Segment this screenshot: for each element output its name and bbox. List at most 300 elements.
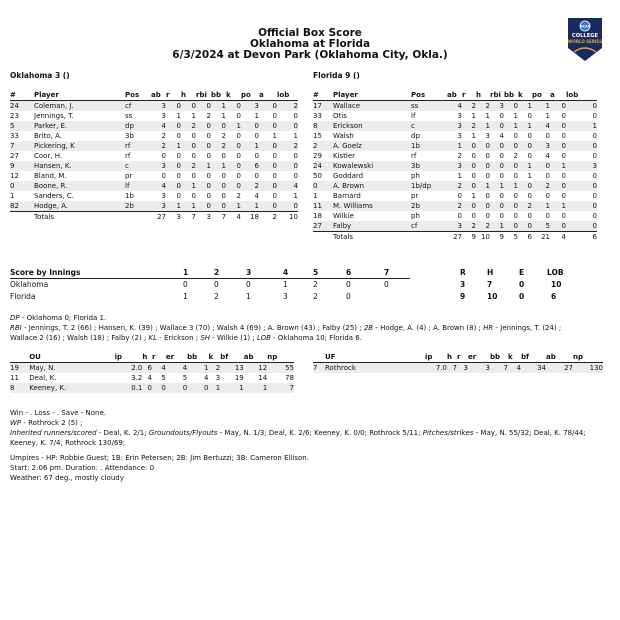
stat-cell: 7	[490, 363, 508, 374]
stat-cell: May, N.	[29, 363, 114, 374]
column-header: ip	[115, 352, 143, 363]
stat-cell: 0	[561, 152, 566, 160]
stat-cell: 23	[10, 112, 19, 120]
kl-label: KL	[148, 334, 158, 342]
stat-cell: 0	[226, 181, 241, 191]
stat-cell: Goddard	[333, 172, 364, 180]
column-header: r	[457, 352, 468, 363]
stat-cell: 0	[566, 141, 597, 151]
player-row	[10, 111, 298, 121]
stat-cell: 1	[226, 121, 241, 131]
column-header: h	[447, 352, 457, 363]
player-row	[313, 141, 597, 151]
stat-cell: 2	[241, 181, 259, 191]
stat-cell: 1	[550, 161, 566, 171]
stat-cell: 1	[220, 383, 243, 393]
stat-cell: 0	[221, 152, 226, 160]
stat-cell: 3	[566, 161, 597, 171]
stat-cell: Hodge, A.	[34, 201, 125, 212]
stat-cell: 0	[206, 172, 211, 180]
inning-runs: 1	[283, 280, 288, 289]
stat-cell: 4	[532, 121, 550, 131]
stat-cell: 0	[550, 101, 566, 112]
stat-cell: 0	[221, 172, 226, 180]
stat-cell: 0	[272, 192, 277, 200]
stat-cell: 3	[151, 101, 166, 112]
away-pitching-rows	[10, 363, 294, 394]
stat-cell: 1	[490, 181, 504, 191]
stat-cell: 1	[241, 201, 259, 212]
groundouts-text: - May, N. 1/3; Deal, K. 2/6; Keeney, K. 0/0; Rothrock 5/11;	[217, 429, 423, 437]
inning-runs: 1	[183, 292, 188, 301]
stat-cell: 2	[447, 181, 462, 191]
totals-cell	[411, 232, 447, 243]
stat-cell: Coor, H.	[34, 152, 63, 160]
stat-cell: 0	[221, 192, 226, 200]
stat-cell: 0	[592, 132, 597, 140]
stat-cell: 2	[462, 121, 476, 131]
stat-cell: 0	[166, 121, 181, 131]
stat-cell: 34	[521, 363, 546, 374]
home-batting-table	[313, 90, 597, 242]
groundouts-label: Groundouts/Flyouts	[148, 429, 218, 437]
stat-cell: 1	[254, 112, 259, 120]
stat-cell: 0	[504, 161, 518, 171]
player-row	[313, 171, 597, 181]
stat-cell: c	[125, 161, 151, 171]
stat-cell: 1	[532, 201, 550, 211]
stat-cell: 1	[476, 181, 490, 191]
stat-cell: 4	[277, 181, 298, 191]
totals-cell: 7	[181, 212, 196, 223]
stat-cell: 7	[313, 363, 325, 374]
lob-label: LOB	[256, 334, 271, 342]
stat-cell: 0	[161, 152, 166, 160]
stat-cell: Brito, A.	[34, 132, 62, 140]
stat-cell: 18	[313, 212, 322, 220]
totals-cell: 3	[196, 212, 211, 223]
stat-cell: 0	[313, 181, 333, 191]
stat-cell: 0	[236, 152, 241, 160]
stat-cell: 0	[566, 101, 597, 112]
stat-cell: 3b	[125, 132, 134, 140]
column-header: h	[142, 352, 152, 363]
stat-cell: 3b	[411, 161, 447, 171]
stat-cell: 1	[566, 121, 597, 131]
summary-e: 0	[519, 280, 525, 289]
report-title: Official Box Score	[258, 27, 362, 39]
stat-cell: rf	[125, 152, 131, 160]
summary-h: 7	[487, 280, 493, 289]
inning-header: 7	[384, 268, 390, 277]
stat-cell: 0	[236, 172, 241, 180]
stat-cell: 4	[447, 101, 462, 112]
stat-cell: Falby	[333, 221, 411, 232]
stat-cell: 5	[10, 121, 34, 131]
stat-cell: 0	[277, 121, 298, 131]
stat-cell: 0	[293, 112, 298, 120]
stat-cell: 4	[151, 181, 166, 191]
player-row	[313, 181, 597, 191]
stat-cell: 1	[226, 201, 241, 212]
totals-cell: 27	[151, 212, 166, 223]
stat-cell: 0	[142, 383, 152, 393]
stat-cell: 7	[10, 141, 34, 151]
stat-cell: 1	[211, 101, 226, 112]
stat-cell: 0	[561, 132, 566, 140]
column-header: rbi	[196, 90, 211, 101]
player-row	[10, 141, 298, 151]
stat-cell: Rothrock	[325, 363, 425, 374]
stat-cell: 0	[592, 172, 597, 180]
lob-text: - Oklahoma 10; Florida 6.	[270, 334, 362, 342]
pitching-team-label: UF	[325, 352, 425, 363]
stat-cell: 0	[550, 121, 566, 131]
inning-runs: 0	[246, 280, 251, 289]
stat-cell: 0	[236, 132, 241, 140]
stat-cell: 0	[490, 121, 504, 131]
stat-cell: Kistler	[333, 152, 356, 160]
column-header: ip	[425, 352, 447, 363]
stat-cell: 13	[220, 363, 243, 374]
column-header: bb	[187, 352, 208, 363]
stat-cell: 0	[211, 201, 226, 212]
stat-cell: dp	[411, 132, 420, 140]
stat-cell: 1	[241, 141, 259, 151]
stat-cell: 0	[490, 201, 504, 211]
stat-cell: 0	[211, 121, 226, 131]
stat-cell: 0	[196, 101, 211, 112]
pitches-text: - May, N. 55/32; Deal, K. 78/44;	[473, 429, 586, 437]
inning-runs: 1	[246, 292, 251, 301]
stat-cell: 14	[258, 374, 268, 382]
stat-cell: 1	[504, 121, 518, 131]
blank-header	[10, 352, 29, 363]
stat-cell: 0	[499, 192, 504, 200]
stat-cell: 1	[513, 112, 518, 120]
inning-header: 2	[214, 268, 220, 277]
stat-cell: 0	[504, 201, 518, 211]
stat-cell: 0	[592, 212, 597, 220]
stat-cell: Sanders, C.	[34, 192, 75, 200]
stat-cell: Keeney, K.	[29, 383, 114, 393]
stat-cell: 1	[293, 132, 298, 140]
column-header: er	[166, 352, 187, 363]
stat-cell: 0	[499, 172, 504, 180]
stat-cell: 3	[457, 112, 462, 120]
player-row	[10, 121, 298, 131]
stat-cell: 1	[221, 112, 226, 120]
stat-cell: Coleman, J.	[34, 101, 125, 112]
totals-cell: 6	[566, 232, 597, 243]
stat-cell: 2	[462, 221, 476, 232]
totals-cell: 21	[532, 232, 550, 243]
stat-cell: 6	[142, 363, 152, 374]
summary-header: H	[487, 268, 494, 277]
stat-cell: 12	[10, 172, 19, 180]
umpires: Umpires - HP: Robbie Guest; 1B: Erin Petersen; 2B: Jim Bertuzzi; 3B: Cameron Ellison.	[10, 454, 309, 462]
stat-cell: 33	[10, 132, 19, 140]
stat-cell: 0	[490, 161, 504, 171]
stat-cell: 3	[485, 132, 490, 140]
stat-cell: 0	[293, 172, 298, 180]
stat-cell: 3	[447, 161, 462, 171]
column-header: np	[267, 352, 294, 363]
stat-cell: 0	[561, 212, 566, 220]
stat-cell: 2	[462, 101, 476, 112]
stat-cell: 0	[457, 212, 462, 220]
column-header: bb	[211, 90, 226, 101]
stat-cell: 0	[166, 181, 181, 191]
stat-cell: 7	[267, 383, 294, 393]
stat-cell: 0	[518, 181, 532, 191]
stat-cell: 11	[10, 374, 19, 382]
stat-cell: 0	[550, 141, 566, 151]
pitches-label: Pitches/strikes	[422, 429, 474, 437]
stat-cell: 2	[277, 141, 298, 151]
decisions: Win - . Loss - . Save - None.	[10, 409, 107, 417]
player-row	[10, 171, 298, 181]
stat-cell: Wilkie	[333, 212, 354, 220]
stat-cell: 0	[513, 192, 518, 200]
player-row	[10, 151, 298, 161]
stat-cell: 0	[196, 201, 211, 212]
column-header: ab	[447, 90, 462, 101]
stat-cell: 4	[166, 363, 187, 374]
stat-cell: 0	[490, 141, 504, 151]
totals-cell	[10, 212, 34, 223]
column-header: ab	[244, 352, 267, 363]
summary-r: 3	[460, 280, 466, 289]
stat-cell: 0	[513, 172, 518, 180]
stat-cell: Bland, M.	[34, 172, 67, 180]
linescore	[0, 268, 620, 304]
column-header: Pos	[125, 90, 151, 101]
stat-cell: rf	[411, 152, 417, 160]
stat-cell: 1	[471, 192, 476, 200]
column-header: a	[550, 90, 566, 101]
stat-cell: 15	[313, 132, 322, 140]
stat-cell: 1	[485, 112, 490, 120]
stat-cell: 1	[545, 112, 550, 120]
stat-cell: 0	[161, 172, 166, 180]
stat-cell: 3	[151, 201, 166, 212]
stat-cell: 2	[313, 141, 333, 151]
stat-cell: 3	[447, 121, 462, 131]
stat-cell: 2	[181, 121, 196, 131]
stat-cell: 0	[566, 201, 597, 211]
totals-cell	[313, 232, 333, 243]
stat-cell: Deal, K.	[29, 374, 57, 382]
totals-cell: 10	[277, 212, 298, 223]
date-venue: 6/3/2024 at Devon Park (Oklahoma City, Okla.)	[172, 49, 448, 61]
stat-cell: Barnard	[333, 192, 361, 200]
inning-runs: 0	[384, 280, 389, 289]
stat-cell: 2	[518, 201, 532, 211]
stat-cell: 2	[211, 141, 226, 151]
stat-cell: lf	[411, 112, 416, 120]
stat-cell: 0	[476, 201, 490, 211]
stat-cell: Boone, R.	[34, 181, 125, 191]
stat-cell: 0	[485, 172, 490, 180]
totals-cell: 3	[166, 212, 181, 223]
totals-row	[313, 232, 597, 243]
column-header: h	[476, 90, 490, 101]
inherited-text: - Deal, K. 2/1;	[96, 429, 149, 437]
totals-cell: 2	[259, 212, 277, 223]
away-pitching-table	[10, 352, 294, 393]
column-header: bb	[504, 90, 518, 101]
linescore-label: Score by Innings	[10, 268, 81, 277]
stat-cell: 50	[313, 172, 322, 180]
stat-cell: 3	[447, 221, 462, 232]
stat-cell: 0	[457, 192, 462, 200]
stat-cell: 0	[527, 192, 532, 200]
stat-cell: 3	[532, 141, 550, 151]
stat-cell: 0	[545, 192, 550, 200]
stat-cell: 7.0	[425, 363, 447, 374]
stat-cell: 1	[447, 141, 462, 151]
stat-cell: 2	[181, 161, 196, 171]
linescore-team: Florida	[10, 292, 36, 301]
totals-cell: 27	[447, 232, 462, 243]
stat-cell: 55	[267, 363, 294, 374]
column-header: k	[518, 90, 532, 101]
totals-cell: 6	[518, 232, 532, 243]
stat-cell: cf	[125, 101, 151, 112]
stat-cell: 2	[221, 132, 226, 140]
stat-cell: 0	[176, 152, 181, 160]
wp-label: WP	[10, 419, 22, 427]
game-notes	[10, 408, 610, 483]
stat-cell: pr	[411, 192, 419, 200]
column-header: bf	[521, 352, 546, 363]
stat-cell: 0	[254, 152, 259, 160]
summary-e: 0	[519, 292, 525, 301]
summary-header: E	[519, 268, 525, 277]
stat-cell: 3	[161, 112, 166, 120]
inherited-label: Inherited runners/scored	[10, 429, 97, 437]
stat-cell: 0	[485, 152, 490, 160]
stat-cell: 0	[471, 172, 476, 180]
stat-cell: 0	[206, 132, 211, 140]
stat-cell: 0	[471, 152, 476, 160]
stat-cell: 0	[277, 161, 298, 171]
stat-cell: 1b/dp	[411, 181, 447, 191]
stat-cell: ss	[411, 101, 447, 112]
stat-cell: 2	[161, 132, 166, 140]
stat-cell: 29	[313, 152, 322, 160]
stat-cell: 0	[566, 181, 597, 191]
stat-cell: 2	[476, 101, 490, 112]
stat-cell: 0	[10, 181, 34, 191]
stat-cell: 0	[196, 181, 211, 191]
stat-cell: 0	[259, 201, 277, 212]
doubles-label: 2B	[363, 324, 374, 332]
stat-cell: 2	[206, 112, 211, 120]
stat-cell: 33	[313, 112, 322, 120]
column-header: a	[259, 90, 277, 101]
stat-cell: 1	[504, 181, 518, 191]
totals-cell: 9	[462, 232, 476, 243]
stat-cell: 78	[285, 374, 294, 382]
stat-cell: 0	[196, 121, 211, 131]
column-header: lob	[566, 90, 597, 101]
stat-cell: 0	[206, 192, 211, 200]
stat-cell: ss	[125, 112, 133, 120]
pitcher-row	[10, 363, 294, 374]
stat-cell: 0	[152, 383, 166, 393]
stat-cell: 8	[10, 383, 29, 393]
stat-cell: rf	[125, 141, 151, 151]
player-row	[313, 131, 597, 141]
stat-cell: 24	[10, 101, 34, 112]
stat-cell: 27	[10, 152, 19, 160]
stat-cell: 0	[566, 221, 597, 232]
stat-cell: 1	[272, 132, 277, 140]
column-header: Player	[333, 90, 411, 101]
home-pitching-table	[313, 352, 603, 373]
column-header: k	[209, 352, 221, 363]
stat-cell: 1	[313, 192, 318, 200]
stat-cell: 1	[187, 363, 208, 374]
player-row	[10, 101, 298, 112]
stat-cell: 0	[462, 141, 476, 151]
weather: Weather: 67 deg., mostly cloudy	[10, 474, 124, 482]
college-world-series-logo	[560, 14, 610, 64]
stat-cell: 3	[468, 363, 490, 374]
stat-cell: 9	[10, 161, 34, 171]
stat-cell: 1b	[125, 192, 134, 200]
summary-r: 9	[460, 292, 466, 301]
stat-cell: 3	[161, 192, 166, 200]
stat-cell: 4	[151, 121, 166, 131]
stat-cell: 6	[241, 161, 259, 171]
stat-cell: 1	[176, 112, 181, 120]
stat-cell: 1	[181, 201, 196, 212]
inning-header: 6	[346, 268, 352, 277]
stat-cell: 0	[272, 152, 277, 160]
stat-cell: 130	[573, 363, 603, 374]
stat-cell: 0	[191, 152, 196, 160]
player-row	[10, 131, 298, 141]
stat-cell: 5	[161, 374, 166, 382]
pitching-team-label: OU	[29, 352, 114, 363]
rbi-text: - Jennings, T. 2 (66) ; Hansen, K. (39) ; Wallace 3 (70) ; Walsh 4 (69) ; A. Brown (43) ; Falby (25) ;	[21, 324, 364, 332]
pitcher-row	[10, 373, 294, 383]
matchup: Oklahoma at Florida	[249, 38, 371, 50]
stat-cell: 2	[457, 152, 462, 160]
stat-cell: 0	[293, 152, 298, 160]
stat-cell: 17	[313, 101, 333, 112]
stat-cell: cf	[411, 221, 447, 232]
stat-cell: 82	[10, 201, 34, 212]
dp-text: - Oklahoma 0; Florida 1.	[19, 314, 107, 322]
away-team-title: Oklahoma 3 ()	[10, 71, 70, 80]
column-header: #	[313, 90, 333, 101]
stat-cell: Pickering, K	[34, 141, 125, 151]
column-header: r	[462, 90, 476, 101]
stat-cell: 4	[254, 192, 259, 200]
stat-cell: 1	[476, 121, 490, 131]
totals-cell: 7	[211, 212, 226, 223]
stat-cell: 1	[550, 201, 566, 211]
wp-text: - Rothrock 2 (5) ;	[21, 419, 83, 427]
player-row	[313, 121, 597, 131]
player-row	[313, 161, 597, 171]
inning-runs: 2	[313, 292, 318, 301]
totals-cell: Totals	[34, 212, 125, 223]
